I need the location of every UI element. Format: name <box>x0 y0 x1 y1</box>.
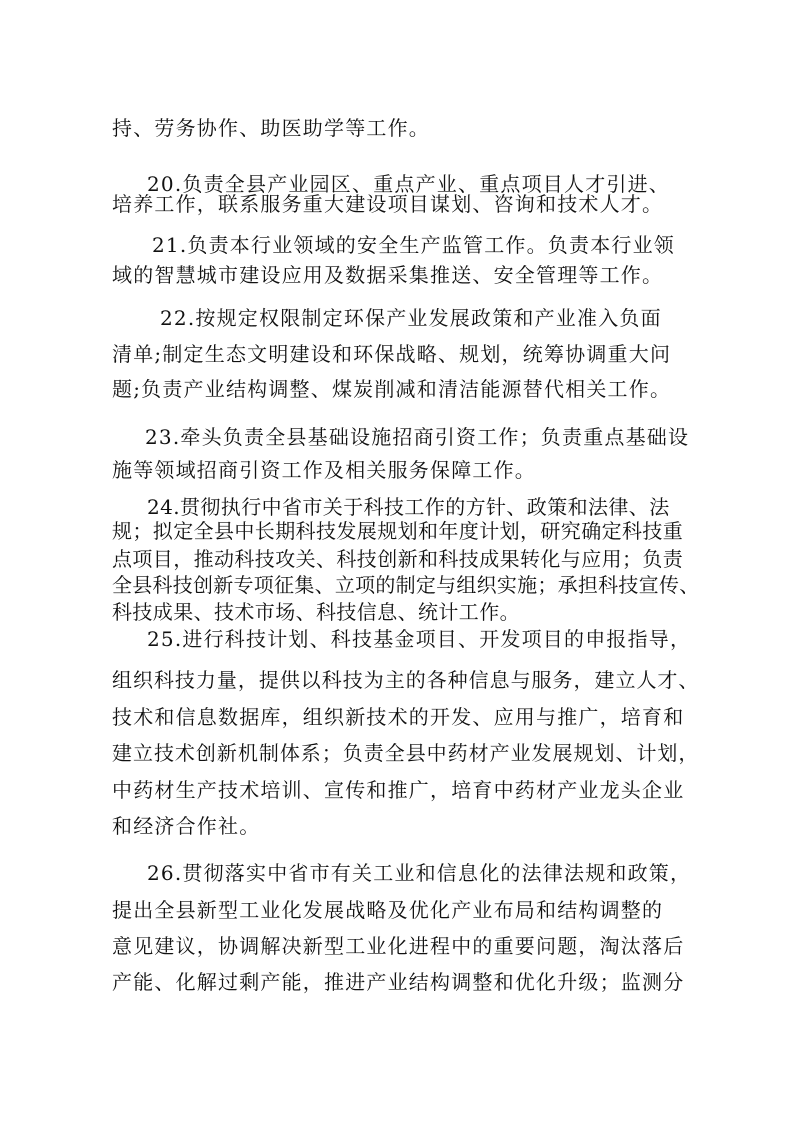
text-line: 22.按规定权限制定环保产业发展政策和产业准入负面 <box>160 306 662 330</box>
text-line: 产能、化解过剩产能，推进产业结构调整和优化升级；监测分 <box>112 970 685 994</box>
text-line: 域的智慧城市建设应用及数据采集推送、安全管理等工作。 <box>112 263 664 287</box>
text-line: 24.贯彻执行中省市关于科技工作的方针、政策和法律、法 <box>147 495 670 519</box>
text-line: 21.负责本行业领域的安全生产监管工作。负责本行业领 <box>152 233 676 257</box>
text-line: 20.负责全县产业园区、重点产业、重点项目人才引进、 <box>147 172 671 196</box>
text-line: 组织科技力量，提供以科技为主的各种信息与服务，建立人才、 <box>112 668 700 692</box>
text-line: 题;负责产业结构调整、煤炭削减和清洁能源替代相关工作。 <box>112 377 672 401</box>
text-line: 规；拟定全县中长期科技发展规划和年度计划，研究确定科技重 <box>112 519 684 543</box>
text-line: 全县科技创新专项征集、立项的制定与组织实施；承担科技宣传、 <box>112 573 700 597</box>
text-line: 持、劳务协作、助医助学等工作。 <box>112 116 430 140</box>
text-line: 技术和信息数据库，组织新技术的开发、应用与推广，培育和 <box>112 705 685 729</box>
text-line: 点项目，推动科技攻关、科技创新和科技成果转化与应用；负责 <box>112 547 684 571</box>
text-line: 23.牵头负责全县基础设施招商引资工作；负责重点基础设 <box>145 425 690 449</box>
text-line: 意见建议，协调解决新型工业化进程中的重要问题，淘汰落后 <box>112 934 685 958</box>
text-line: 26.贯彻落实中省市有关工业和信息化的法律法规和政策， <box>147 861 692 885</box>
text-line: 中药材生产技术培训、宣传和推广，培育中药材产业龙头企业 <box>112 778 685 802</box>
text-line: 培养工作，联系服务重大建设项目谋划、咨询和技术人才。 <box>112 192 664 216</box>
text-line: 和经济合作社。 <box>112 814 261 838</box>
text-line: 清单;制定生态文明建设和环保战略、规划，统筹协调重大问 <box>112 342 672 366</box>
text-line: 施等领域招商引资工作及相关服务保障工作。 <box>112 458 536 482</box>
text-line: 25.进行科技计划、科技基金项目、开发项目的申报指导， <box>147 627 692 651</box>
text-line: 建立技术创新机制体系；负责全县中药材产业发展规划、计划， <box>112 741 700 765</box>
text-line: 科技成果、技术市场、科技信息、统计工作。 <box>112 600 520 624</box>
text-line: 提出全县新型工业化发展战略及优化产业布局和结构调整的 <box>112 898 664 922</box>
